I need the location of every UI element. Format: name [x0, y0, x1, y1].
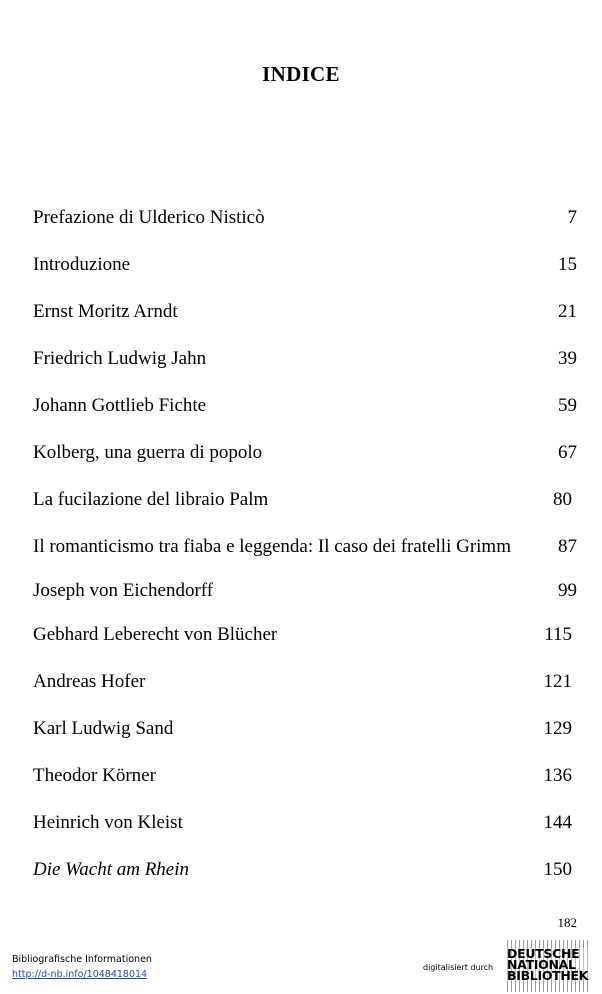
toc-entry-title: La fucilazione del libraio Palm [33, 489, 269, 510]
dnb-logo-line: BIBLIOTHEK [507, 968, 589, 983]
toc-entry [33, 247, 577, 294]
toc-entry-title: Die Wacht am Rhein [33, 859, 190, 880]
toc-entry-title: Friedrich Ludwig Jahn [33, 348, 207, 369]
toc-entry-page: 59 [558, 395, 577, 416]
toc-entry-page: 39 [558, 348, 577, 369]
toc-entry-title: Andreas Hofer [33, 671, 146, 692]
toc-entry-page: 80 [553, 489, 572, 510]
toc-entry-title: Karl Ludwig Sand [33, 718, 174, 739]
toc-entry [33, 388, 577, 435]
toc-entry-title: Theodor Körner [33, 765, 156, 786]
toc-entry-title: Kolberg, una guerra di popolo [33, 442, 263, 463]
toc-entry-title: Heinrich von Kleist [33, 812, 183, 833]
toc-entry-page: 67 [558, 442, 577, 463]
toc-entry [33, 200, 577, 247]
toc-entry [33, 294, 577, 341]
page-title: INDICE [262, 62, 340, 86]
dnb-logo-line: NATIONAL [507, 959, 588, 970]
table-of-contents [33, 200, 577, 899]
digitized-by-label: digitalisiert durch [423, 963, 494, 972]
toc-entry [33, 711, 577, 758]
toc-entry [33, 617, 577, 664]
toc-entry [33, 664, 577, 711]
toc-entry-page: 15 [558, 254, 577, 275]
toc-entry-page: 7 [567, 207, 577, 228]
toc-entry [33, 573, 577, 617]
toc-entry [33, 341, 577, 388]
toc-entry-title: Ernst Moritz Arndt [33, 301, 178, 322]
toc-entry [33, 852, 577, 899]
toc-entry [33, 482, 577, 529]
bibliographic-info-label: Bibliografische Informationen [12, 954, 152, 965]
toc-entry [33, 529, 577, 573]
toc-entry-page: 121 [543, 671, 572, 692]
toc-entry-title: Joseph von Eichendorff [33, 580, 214, 601]
bibliographic-info-link[interactable]: http://d-nb.info/1048418014 [12, 969, 148, 980]
toc-entry-page: 129 [543, 718, 572, 739]
toc-entry-page: 87 [558, 536, 577, 557]
toc-entry-title: Il romanticismo tra fiaba e leggenda: Il caso dei fratelli Grimm [33, 536, 511, 557]
toc-entry [33, 805, 577, 852]
toc-entry [33, 435, 577, 482]
page-number: 182 [557, 915, 577, 930]
dnb-logo [506, 940, 592, 992]
toc-entry-page: 21 [558, 301, 577, 322]
toc-entry-title: Introduzione [33, 254, 131, 275]
toc-entry-page: 144 [543, 812, 572, 833]
toc-entry [33, 758, 577, 805]
toc-entry-title: Johann Gottlieb Fichte [33, 395, 207, 416]
toc-entry-page: 99 [558, 580, 577, 601]
dnb-logo-text [507, 948, 588, 981]
toc-entry-page: 136 [543, 765, 572, 786]
dnb-logo-line: DEUTSCHE [507, 948, 588, 959]
toc-entry-page: 115 [544, 624, 572, 645]
toc-entry-title: Prefazione di Ulderico Nisticò [33, 207, 265, 228]
toc-entry-title: Gebhard Leberecht von Blücher [33, 624, 278, 645]
toc-entry-page: 150 [543, 859, 572, 880]
